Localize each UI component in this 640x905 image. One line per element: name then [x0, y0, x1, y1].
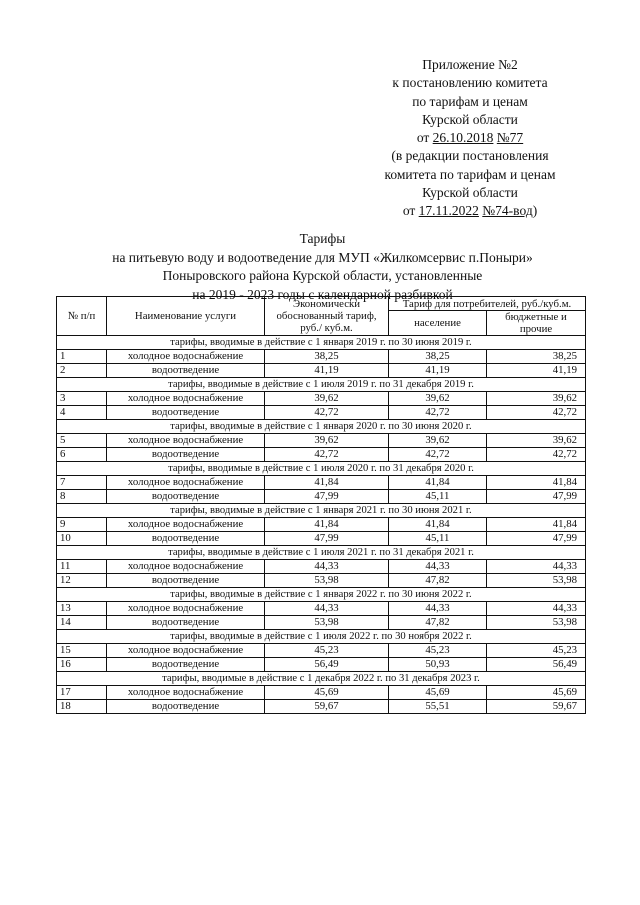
economic-tariff: 53,98 — [265, 574, 389, 588]
period-row — [57, 462, 586, 476]
service-name: холодное водоснабжение — [107, 392, 265, 406]
population-tariff: 45,69 — [389, 686, 487, 700]
service-name: водоотведение — [107, 658, 265, 672]
period-label: тарифы, вводимые в действие с 1 июля 2020 г. по 31 декабря 2020 г. — [57, 462, 586, 476]
table-row — [57, 658, 586, 672]
appendix-number: №77 — [496, 130, 524, 146]
budget-tariff: 41,84 — [487, 518, 586, 532]
service-name: водоотведение — [107, 574, 265, 588]
population-tariff: 41,84 — [389, 476, 487, 490]
revision-date: 17.11.2022 — [418, 203, 479, 219]
table-row — [57, 560, 586, 574]
economic-tariff: 42,72 — [265, 448, 389, 462]
service-name: водоотведение — [107, 448, 265, 462]
appendix-line-8: Курской области — [422, 185, 518, 201]
service-name: холодное водоснабжение — [107, 560, 265, 574]
title-line-4: на 2019 - 2023 годы с календарной разбивкой — [192, 286, 453, 302]
row-number: 2 — [57, 364, 107, 378]
row-number: 15 — [57, 644, 107, 658]
period-row — [57, 588, 586, 602]
table-row — [57, 602, 586, 616]
budget-tariff: 53,98 — [487, 616, 586, 630]
period-label: тарифы, вводимые в действие с 1 июля 2021 г. по 31 декабря 2021 г. — [57, 546, 586, 560]
economic-tariff: 47,99 — [265, 532, 389, 546]
population-tariff: 41,19 — [389, 364, 487, 378]
economic-tariff: 41,19 — [265, 364, 389, 378]
row-number: 16 — [57, 658, 107, 672]
economic-tariff: 42,72 — [265, 406, 389, 420]
appendix-line-7: комитета по тарифам и ценам — [384, 166, 556, 182]
table-row — [57, 476, 586, 490]
revision-date-prefix: от — [402, 203, 419, 219]
row-number: 10 — [57, 532, 107, 546]
row-number: 14 — [57, 616, 107, 630]
population-tariff: 38,25 — [389, 350, 487, 364]
population-tariff: 44,33 — [389, 560, 487, 574]
row-number: 5 — [57, 434, 107, 448]
appendix-line-6: (в редакции постановления — [391, 148, 549, 164]
service-name: холодное водоснабжение — [107, 476, 265, 490]
title-line-1: Тарифы — [299, 231, 346, 246]
period-row — [57, 672, 586, 686]
title-line-2: на питьевую воду и водоотведение для МУП «Жилкомсервис п.Поныри» — [112, 249, 533, 265]
row-number: 1 — [57, 350, 107, 364]
appendix-line-9 — [355, 202, 585, 220]
service-name: холодное водоснабжение — [107, 350, 265, 364]
document-title — [50, 230, 595, 304]
economic-tariff: 56,49 — [265, 658, 389, 672]
population-tariff: 55,51 — [389, 700, 487, 714]
revision-number: №74-вод — [482, 203, 533, 219]
population-tariff: 45,11 — [389, 532, 487, 546]
row-number: 4 — [57, 406, 107, 420]
economic-tariff: 45,69 — [265, 686, 389, 700]
budget-tariff: 42,72 — [487, 406, 586, 420]
revision-suffix: ) — [532, 203, 538, 219]
economic-tariff: 39,62 — [265, 392, 389, 406]
table-row — [57, 448, 586, 462]
table-row — [57, 434, 586, 448]
service-name: водоотведение — [107, 406, 265, 420]
population-tariff: 42,72 — [389, 406, 487, 420]
period-label: тарифы, вводимые в действие с 1 июля 2019 г. по 31 декабря 2019 г. — [57, 378, 586, 392]
population-tariff: 47,82 — [389, 616, 487, 630]
tariff-table — [56, 296, 586, 714]
header-consumer-tariff: Тариф для потребителей, руб./куб.м. — [389, 297, 586, 311]
service-name: водоотведение — [107, 700, 265, 714]
period-label: тарифы, вводимые в действие с 1 января 2022 г. по 30 июня 2022 г. — [57, 588, 586, 602]
period-label: тарифы, вводимые в действие с 1 июля 2022 г. по 30 ноября 2022 г. — [57, 630, 586, 644]
appendix-line-2: к постановлению комитета — [392, 75, 548, 91]
period-label: тарифы, вводимые в действие с 1 декабря 2022 г. по 31 декабря 2023 г. — [57, 672, 586, 686]
population-tariff: 50,93 — [389, 658, 487, 672]
table-row — [57, 700, 586, 714]
header-name: Наименование услуги — [107, 297, 265, 336]
period-label: тарифы, вводимые в действие с 1 января 2021 г. по 30 июня 2021 г. — [57, 504, 586, 518]
table-row — [57, 518, 586, 532]
service-name: холодное водоснабжение — [107, 644, 265, 658]
population-tariff: 39,62 — [389, 392, 487, 406]
table-row — [57, 364, 586, 378]
budget-tariff: 41,19 — [487, 364, 586, 378]
period-label: тарифы, вводимые в действие с 1 января 2019 г. по 30 июня 2019 г. — [57, 336, 586, 350]
population-tariff: 45,23 — [389, 644, 487, 658]
period-label: тарифы, вводимые в действие с 1 января 2020 г. по 30 июня 2020 г. — [57, 420, 586, 434]
economic-tariff: 39,62 — [265, 434, 389, 448]
period-row — [57, 630, 586, 644]
population-tariff: 39,62 — [389, 434, 487, 448]
appendix-line-4: Курской области — [422, 111, 518, 127]
row-number: 9 — [57, 518, 107, 532]
period-row — [57, 420, 586, 434]
header-population: население — [389, 311, 487, 336]
service-name: водоотведение — [107, 532, 265, 546]
table-row — [57, 686, 586, 700]
budget-tariff: 47,99 — [487, 490, 586, 504]
budget-tariff: 45,23 — [487, 644, 586, 658]
population-tariff: 44,33 — [389, 602, 487, 616]
row-number: 7 — [57, 476, 107, 490]
period-row — [57, 378, 586, 392]
tariff-body — [57, 336, 586, 714]
service-name: холодное водоснабжение — [107, 518, 265, 532]
population-tariff: 42,72 — [389, 448, 487, 462]
appendix-header — [355, 56, 585, 221]
appendix-line-3: по тарифам и ценам — [412, 93, 528, 109]
service-name: водоотведение — [107, 490, 265, 504]
row-number: 3 — [57, 392, 107, 406]
row-number: 8 — [57, 490, 107, 504]
economic-tariff: 45,23 — [265, 644, 389, 658]
table-row — [57, 644, 586, 658]
budget-tariff: 44,33 — [487, 560, 586, 574]
header-row-1 — [57, 297, 586, 311]
budget-tariff: 53,98 — [487, 574, 586, 588]
population-tariff: 41,84 — [389, 518, 487, 532]
row-number: 12 — [57, 574, 107, 588]
table-row — [57, 574, 586, 588]
service-name: холодное водоснабжение — [107, 434, 265, 448]
economic-tariff: 41,84 — [265, 518, 389, 532]
service-name: холодное водоснабжение — [107, 602, 265, 616]
economic-tariff: 47,99 — [265, 490, 389, 504]
budget-tariff: 45,69 — [487, 686, 586, 700]
budget-tariff: 47,99 — [487, 532, 586, 546]
table-row — [57, 392, 586, 406]
table-row — [57, 532, 586, 546]
row-number: 17 — [57, 686, 107, 700]
period-row — [57, 504, 586, 518]
economic-tariff: 44,33 — [265, 560, 389, 574]
row-number: 13 — [57, 602, 107, 616]
budget-tariff: 42,72 — [487, 448, 586, 462]
budget-tariff: 38,25 — [487, 350, 586, 364]
header-budget: бюджетные и прочие — [487, 311, 586, 336]
row-number: 18 — [57, 700, 107, 714]
population-tariff: 45,11 — [389, 490, 487, 504]
service-name: водоотведение — [107, 364, 265, 378]
economic-tariff: 38,25 — [265, 350, 389, 364]
service-name: водоотведение — [107, 616, 265, 630]
appendix-date: 26.10.2018 — [432, 130, 494, 146]
appendix-line-5 — [355, 129, 585, 147]
row-number: 11 — [57, 560, 107, 574]
table-row — [57, 616, 586, 630]
header-economic: Экономически обоснованный тариф, руб./ куб.м. — [265, 297, 389, 336]
appendix-date-prefix: от — [416, 130, 433, 146]
economic-tariff: 44,33 — [265, 602, 389, 616]
appendix-line-1: Приложение №2 — [422, 57, 518, 72]
budget-tariff: 39,62 — [487, 434, 586, 448]
period-row — [57, 336, 586, 350]
economic-tariff: 53,98 — [265, 616, 389, 630]
economic-tariff: 41,84 — [265, 476, 389, 490]
budget-tariff: 39,62 — [487, 392, 586, 406]
header-num: № п/п — [57, 297, 107, 336]
row-number: 6 — [57, 448, 107, 462]
service-name: холодное водоснабжение — [107, 686, 265, 700]
title-line-3: Поныровского района Курской области, установленные — [162, 268, 483, 283]
population-tariff: 47,82 — [389, 574, 487, 588]
table-row — [57, 490, 586, 504]
budget-tariff: 56,49 — [487, 658, 586, 672]
economic-tariff: 59,67 — [265, 700, 389, 714]
budget-tariff: 59,67 — [487, 700, 586, 714]
table-row — [57, 406, 586, 420]
table-row — [57, 350, 586, 364]
budget-tariff: 44,33 — [487, 602, 586, 616]
budget-tariff: 41,84 — [487, 476, 586, 490]
period-row — [57, 546, 586, 560]
